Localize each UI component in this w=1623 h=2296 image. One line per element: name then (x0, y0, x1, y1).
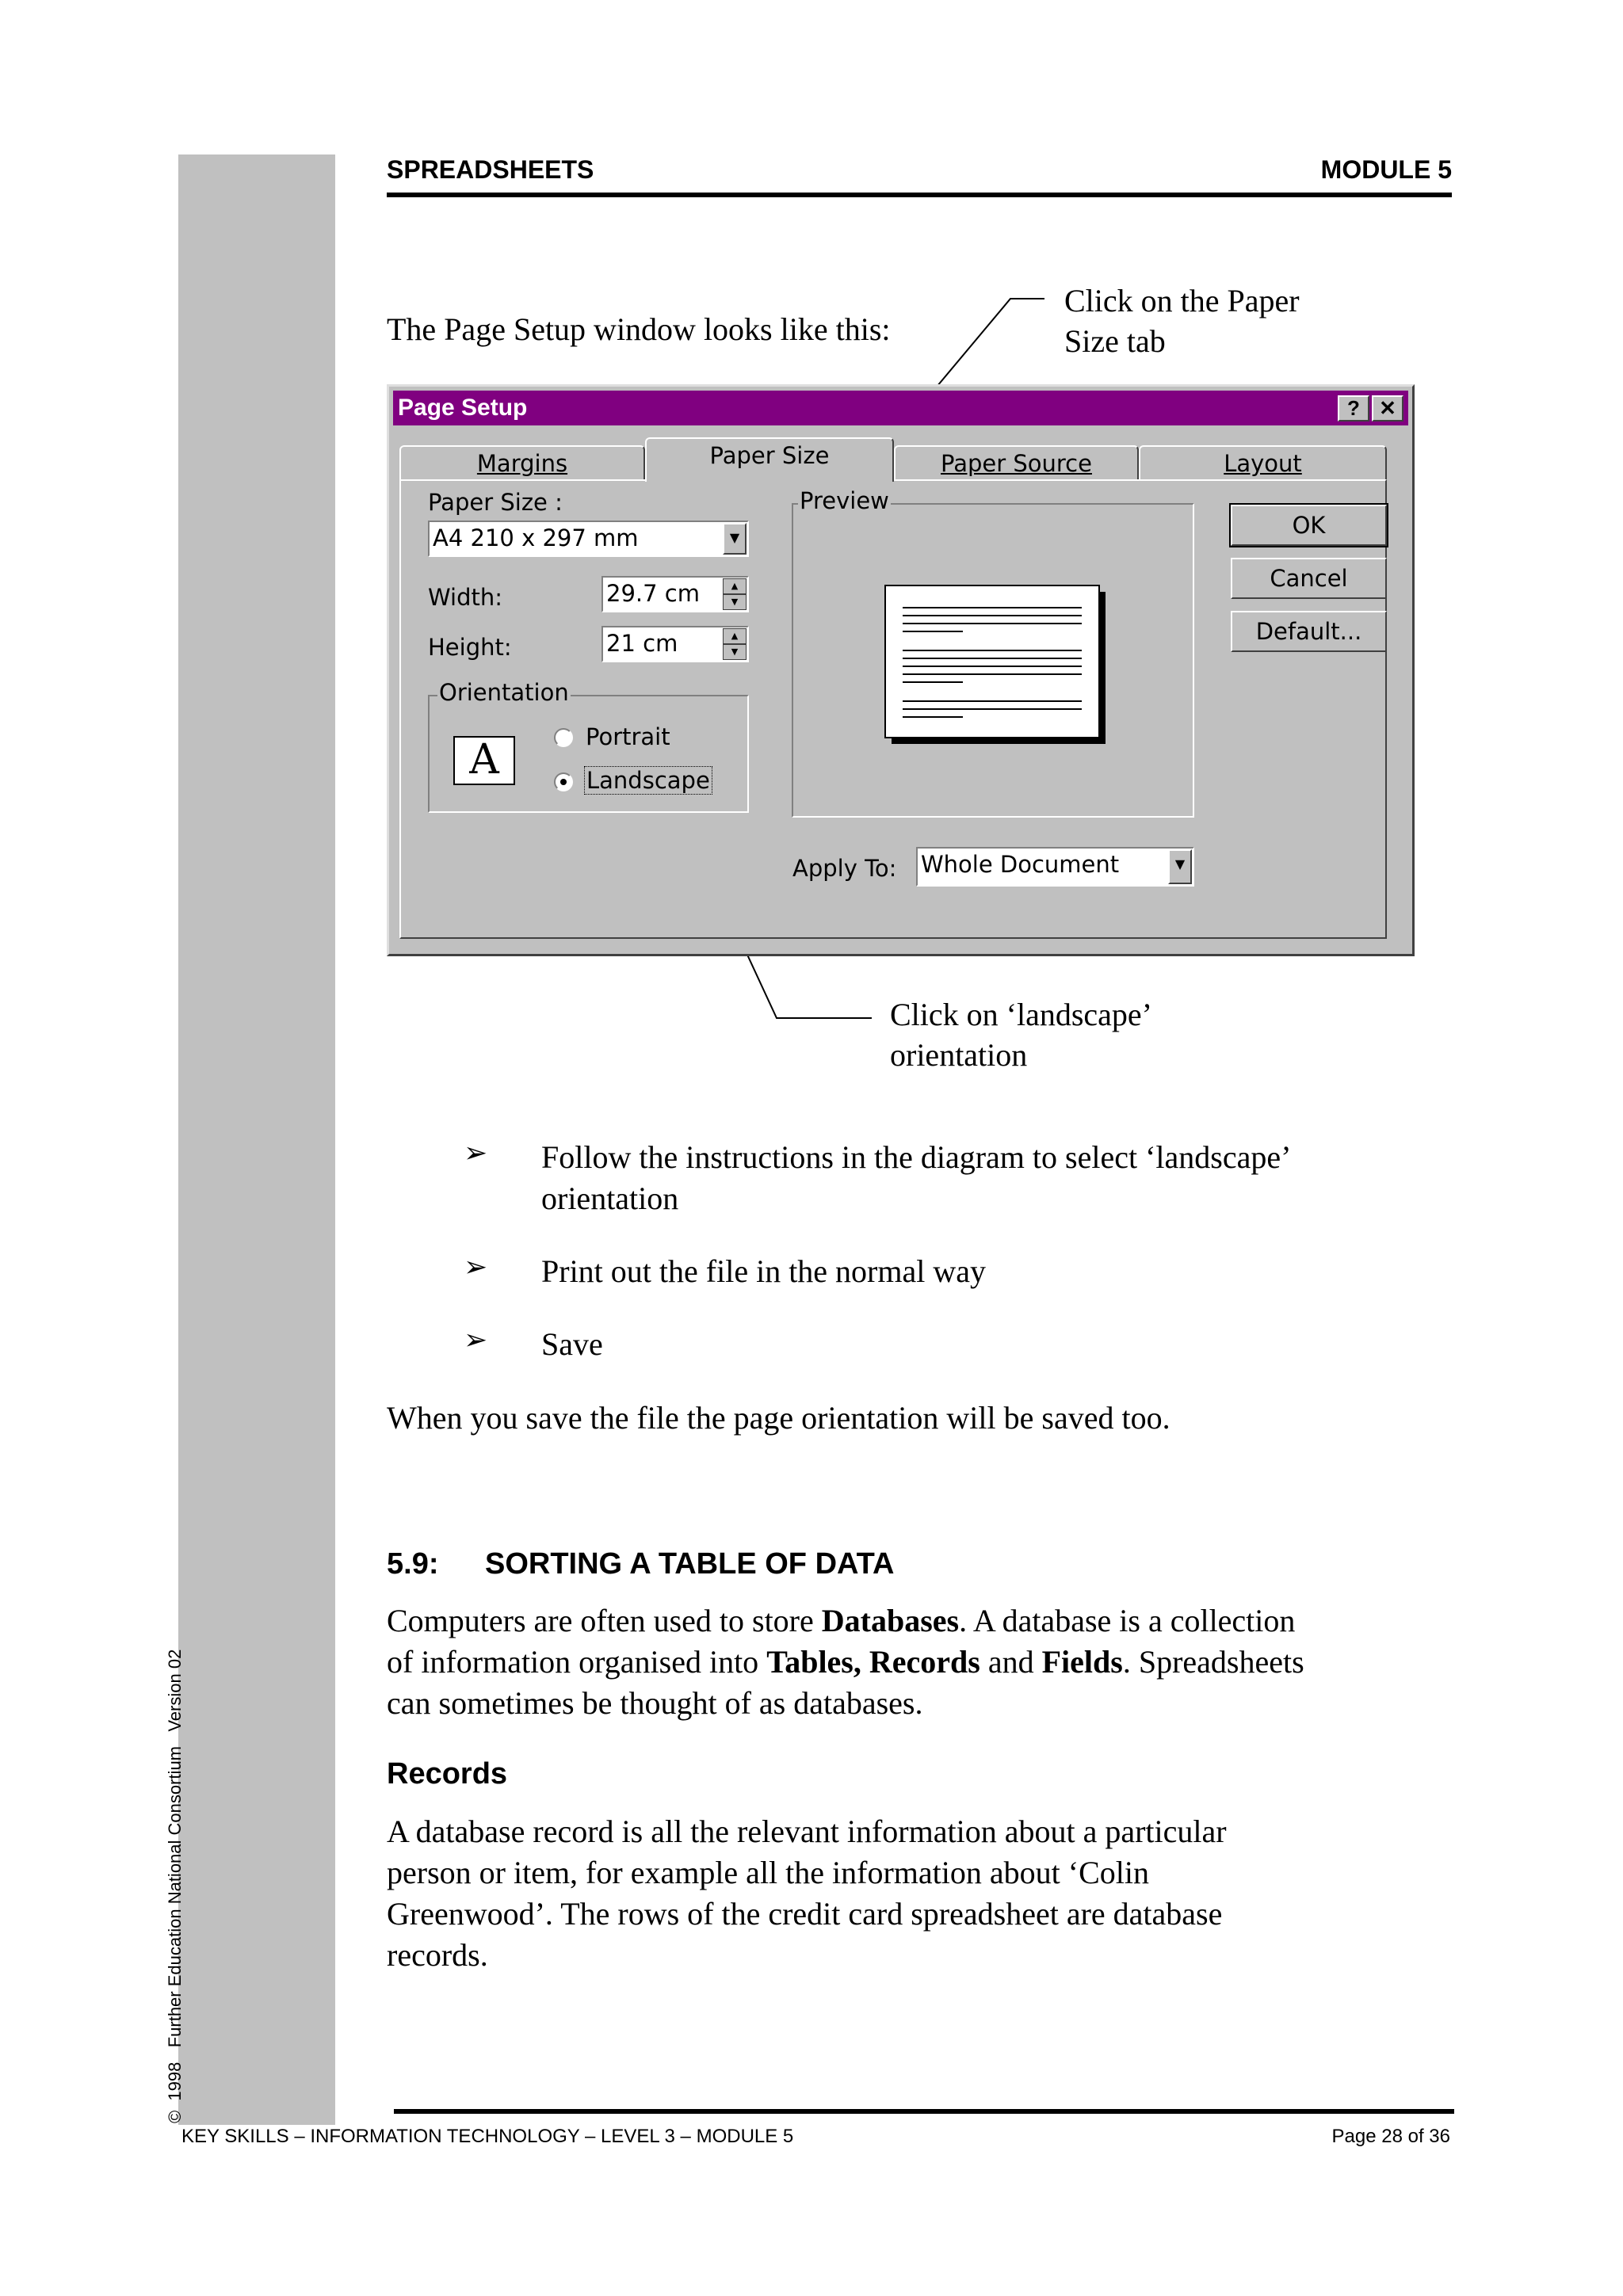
paper-size-select[interactable] (428, 521, 749, 557)
spin-down-icon[interactable]: ▼ (723, 594, 747, 610)
paper-size-label: Paper Size : (428, 489, 563, 516)
spin-up-icon[interactable]: ▲ (723, 578, 747, 594)
width-input[interactable] (601, 576, 749, 612)
header-module: MODULE 5 (1320, 155, 1452, 184)
landscape-label[interactable]: Landscape (584, 766, 712, 795)
preview-label: Preview (800, 487, 889, 514)
ok-button[interactable]: OK (1231, 505, 1387, 546)
bullet-text-3: Save (541, 1326, 603, 1362)
apply-to-value: Whole Document (921, 851, 1120, 878)
close-icon[interactable]: ✕ (1372, 395, 1403, 421)
bullet-arrow-icon: ➢ (464, 1324, 488, 1356)
copyright-vertical: © 1998 Further Education National Consortium Version 02 (165, 1649, 185, 2123)
tab-margins[interactable]: Margins (399, 445, 645, 480)
section-number: 5.9: (387, 1547, 439, 1581)
dialog-title: Page Setup (398, 395, 528, 421)
paper-size-value: A4 210 x 297 mm (433, 524, 639, 551)
callout-paper-size-tab: Click on the Paper Size tab (1064, 283, 1300, 359)
portrait-label[interactable]: Portrait (586, 723, 670, 750)
apply-to-label: Apply To: (792, 855, 897, 882)
save-note: When you save the file the page orientation will be saved too. (387, 1400, 1170, 1436)
cancel-button[interactable]: Cancel (1231, 558, 1387, 599)
bullet-arrow-icon: ➢ (464, 1137, 488, 1169)
height-value: 21 cm (606, 630, 678, 657)
apply-to-select[interactable] (916, 847, 1194, 887)
tab-layout[interactable]: Layout (1139, 445, 1387, 480)
width-label: Width: (428, 584, 503, 611)
paragraph-databases: Computers are often used to store Databases. A database is a collection of information organised into Tables, Records and Fields. Spreadsheets can sometimes be thought of as databases. (387, 1603, 1304, 1721)
height-input[interactable] (601, 626, 749, 662)
paragraph-records: A database record is all the relevant information about a particular person or item, for example all the information about ‘Colin Greenwood’. The rows of the credit card spreadsheet are database records. (387, 1814, 1227, 1973)
intro-text: The Page Setup window looks like this: (387, 311, 891, 347)
footer-rule (394, 2109, 1454, 2114)
orientation-label: Orientation (439, 679, 569, 706)
callout-landscape: Click on ‘landscape’ orientation (890, 997, 1152, 1073)
page-setup-dialog (387, 384, 1415, 956)
bullet-text-2: Print out the file in the normal way (541, 1253, 986, 1289)
tab-paper-source[interactable]: Paper Source (894, 445, 1139, 480)
bullet-text-1: Follow the instructions in the diagram to select ‘landscape’ orientation (541, 1139, 1292, 1216)
help-icon[interactable]: ? (1338, 395, 1369, 421)
page-number: Page 28 of 36 (1331, 2126, 1450, 2147)
footer-title: KEY SKILLS – INFORMATION TECHNOLOGY – LEVEL 3 – MODULE 5 (181, 2126, 794, 2147)
page-preview-icon (884, 584, 1109, 747)
records-heading: Records (387, 1757, 508, 1791)
chevron-down-icon[interactable]: ▼ (1168, 849, 1192, 884)
spin-up-icon[interactable]: ▲ (723, 628, 747, 644)
header-title: SPREADSHEETS (387, 155, 594, 184)
chevron-down-icon[interactable]: ▼ (723, 523, 747, 555)
height-label: Height: (428, 634, 512, 661)
bullet-arrow-icon: ➢ (464, 1251, 488, 1283)
width-value: 29.7 cm (606, 580, 700, 607)
preview-group (792, 487, 1194, 818)
orientation-icon: A (453, 736, 515, 785)
landscape-radio[interactable] (554, 772, 573, 791)
spin-down-icon[interactable]: ▼ (723, 644, 747, 660)
tab-panel (399, 479, 1387, 939)
section-title: SORTING A TABLE OF DATA (485, 1547, 895, 1581)
dialog-titlebar (393, 391, 1408, 425)
orientation-group (428, 679, 749, 813)
portrait-radio[interactable] (554, 728, 573, 747)
tab-paper-size[interactable]: Paper Size (645, 437, 894, 482)
default-button[interactable]: Default... (1231, 611, 1387, 652)
